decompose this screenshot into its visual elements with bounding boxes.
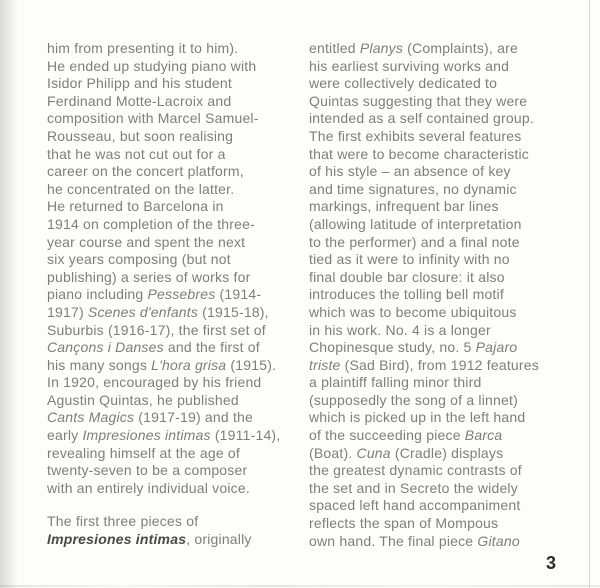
text-line: that he was not cut out for a: [47, 145, 226, 162]
text-line: his earliest surviving works and: [309, 57, 510, 74]
text-column-right: [309, 40, 574, 550]
text-line: career on the concert platform,: [47, 163, 244, 180]
text-line: which is picked up in the left hand: [309, 409, 526, 426]
text-line: that were to become characteristic: [309, 145, 530, 162]
text-line: composition with Marcel Samuel-: [47, 110, 259, 127]
text-line: tied as it were to infinity with no: [309, 251, 510, 268]
text-line: Isidor Philipp and his student: [47, 75, 232, 92]
paragraph: [47, 513, 297, 548]
text-line: intended as a self contained group.: [309, 110, 534, 127]
text-line: Chopinesque study, no. 5 Pajaro: [309, 339, 518, 356]
text-line: of the succeeding piece Barca: [309, 427, 503, 444]
text-line: 1914 on completion of the three-: [47, 215, 255, 232]
text-line: with an entirely individual voice.: [47, 479, 250, 496]
text-line: (Boat). Cuna (Cradle) displays: [309, 444, 504, 461]
text-line: Ferdinand Motte-Lacroix and: [47, 92, 232, 109]
text-line: twenty-seven to be a composer: [47, 462, 248, 479]
text-line: and time signatures, no dynamic: [309, 180, 517, 197]
text-line: a plaintiff falling minor third: [309, 374, 482, 391]
text-line: spaced left hand accompaniment: [309, 497, 521, 514]
text-line: him from presenting it to him).: [47, 40, 239, 56]
page-left-edge-shadow: [0, 0, 18, 588]
text-line: in his work. No. 4 is a longer: [309, 321, 491, 338]
text-line: The first exhibits several features: [309, 127, 522, 144]
text-line: reflects the span of Mompous: [309, 515, 499, 532]
text-line: Cants Magics (1917-19) and the: [47, 409, 254, 426]
text-line: In 1920, encouraged by his friend: [47, 374, 262, 391]
text-line: triste (Sad Bird), from 1912 features: [309, 356, 539, 373]
text-line: 1917) Scenes d'enfants (1915-18),: [47, 303, 269, 320]
text-line: Agustin Quintas, he published: [47, 391, 239, 408]
text-line: entitled Planys (Complaints), are: [309, 40, 518, 56]
text-line: were collectively dedicated to: [309, 75, 498, 92]
text-line: his many songs L'hora grisa (1915).: [47, 356, 277, 373]
text-line: final double bar closure: it also: [309, 268, 505, 285]
page-right-edge-line: [589, 0, 590, 588]
text-line: (supposedly the song of a linnet): [309, 391, 518, 408]
text-line: he concentrated on the latter.: [47, 180, 235, 197]
text-line: year course and spent the next: [47, 233, 246, 250]
text-line: (allowing latitude of interpretation: [309, 215, 522, 232]
text-line: the set and in Secreto the widely: [309, 479, 518, 496]
text-line: Rousseau, but soon realising: [47, 127, 234, 144]
paragraph: [47, 40, 297, 497]
text-line: markings, infrequent bar lines: [309, 198, 499, 215]
text-line: of his style – an absence of key: [309, 163, 511, 180]
text-line: revealing himself at the age of: [47, 444, 240, 461]
text-line: own hand. The final piece Gitano: [309, 532, 520, 549]
text-line: to the performer) and a final note: [309, 233, 520, 250]
text-line: He ended up studying piano with: [47, 57, 257, 74]
text-line: The first three pieces of: [47, 513, 199, 530]
text-line: which was to become ubiquitous: [309, 303, 517, 320]
text-line: Quintas suggesting that they were: [309, 92, 528, 109]
text-line: six years composing (but not: [47, 251, 231, 268]
text-line: piano including Pessebres (1914-: [47, 286, 262, 303]
paragraph: [309, 40, 574, 550]
text-line: publishing) a series of works for: [47, 268, 251, 285]
text-column-left: [47, 40, 297, 549]
text-line: early Impresiones intimas (1911-14),: [47, 427, 281, 444]
text-line: introduces the tolling bell motif: [309, 286, 504, 303]
text-line: He returned to Barcelona in: [47, 198, 224, 215]
text-line: the greatest dynamic contrasts of: [309, 462, 522, 479]
page-number: 3: [546, 553, 557, 573]
text-line: Suburbis (1916-17), the first set of: [47, 321, 266, 338]
text-line: Impresiones intimas, originally: [47, 531, 252, 548]
text-line: Cançons i Danses and the first of: [47, 339, 260, 356]
page-bottom-edge-shadow: [0, 585, 600, 587]
